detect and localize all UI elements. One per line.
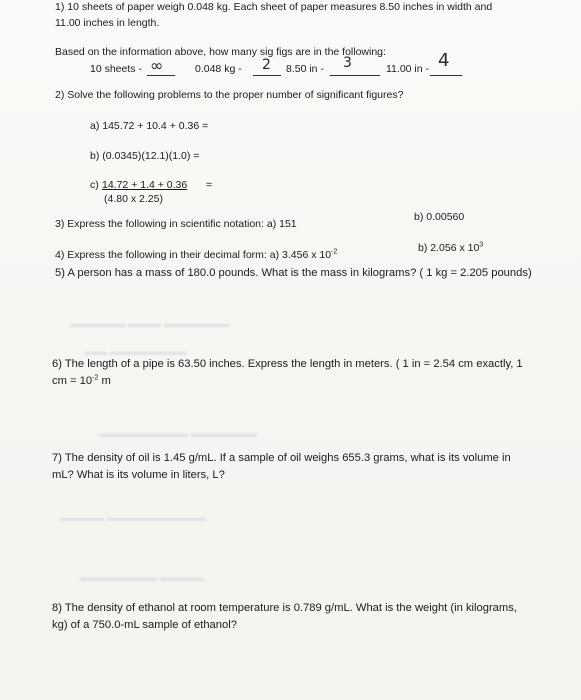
q6-exponent: -2	[92, 374, 99, 382]
bleed-through-text: ▬▬▬▬ ▬▬▬▬▬▬▬▬▬	[60, 512, 207, 524]
q2-title: 2) Solve the following problems to the proper number of significant figures?	[55, 89, 404, 101]
q7-line2: mL? What is its volume in liters, L?	[52, 469, 225, 481]
q6-line1: 6) The length of a pipe is 63.50 inches. Express the length in meters. ( 1 in = 2.54 cm exactly, 1	[52, 358, 523, 370]
q3-part-b: b) 0.00560	[414, 211, 465, 223]
q2-part-c-equals: =	[206, 179, 213, 191]
q8-line1: 8) The density of ethanol at room temperature is 0.789 g/mL. What is the weight (in kilograms,	[52, 602, 517, 614]
q1-answer-blank	[330, 75, 380, 76]
q1-answer-blank	[430, 75, 462, 76]
q1-prompt: Based on the information above, how many sig figs are in the following:	[55, 46, 386, 58]
q2-part-c-denominator: (4.80 x 2.25)	[104, 193, 163, 205]
q2-part-a: a) 145.72 + 10.4 + 0.36 =	[90, 120, 209, 132]
q4-text	[55, 248, 337, 262]
bleed-through-text: ▬▬▬▬▬▬▬▬ ▬▬▬▬▬▬	[100, 428, 258, 440]
q1-answer: 3	[343, 55, 352, 71]
bleed-through-text: ▬▬ ▬▬▬▬▬▬▬	[85, 346, 188, 358]
q4-part-b	[418, 241, 483, 255]
q1-item-label: 10 sheets -	[90, 63, 142, 75]
q2-part-c-label: c)	[90, 179, 99, 191]
q8-line2: kg) of a 750.0-mL sample of ethanol?	[52, 619, 237, 631]
q4-b-exponent: 3	[479, 241, 484, 249]
q1-answer-blank	[253, 75, 281, 76]
q6-line2-pre: cm = 10	[52, 375, 93, 387]
q2-part-c-numerator: 14.72 + 1.4 + 0.36	[102, 179, 188, 191]
q1-answer: 2	[262, 57, 271, 73]
q1-answer: ∞	[150, 56, 164, 75]
q1-line1: 1) 10 sheets of paper weigh 0.048 kg. Each sheet of paper measures 8.50 inches in width and	[55, 1, 493, 13]
q1-item-label: 8.50 in -	[286, 63, 324, 75]
q6-line2	[52, 373, 111, 389]
q4-part-b-main: b) 2.056 x 10	[418, 242, 480, 254]
q4-text-main: 4) Express the following in their decimal form: a) 3.456 x 10	[55, 249, 332, 261]
q2-part-b: b) (0.0345)(12.1)(1.0) =	[90, 150, 200, 162]
q1-answer: 4	[438, 50, 450, 71]
q1-item-label: 0.048 kg -	[195, 63, 242, 75]
q5-text: 5) A person has a mass of 180.0 pounds. What is the mass in kilograms? ( 1 kg = 2.205 pounds)	[55, 267, 532, 279]
bleed-through-text: ▬▬▬▬▬▬▬ ▬▬▬▬	[80, 572, 205, 584]
q7-line1: 7) The density of oil is 1.45 g/mL. If a sample of oil weighs 655.3 grams, what is its volume in	[52, 452, 511, 464]
bleed-through-text: ▬▬▬▬▬ ▬▬▬ ▬▬▬▬▬▬	[70, 318, 231, 330]
q4-a-exponent: -2	[331, 248, 338, 256]
q1-item-label: 11.00 in -	[386, 63, 429, 75]
q1-line2: 11.00 inches in length.	[55, 17, 160, 29]
q6-line2-post: m	[98, 375, 111, 387]
q3-text: 3) Express the following in scientific notation: a) 151	[55, 218, 297, 230]
q1-answer-blank	[147, 75, 175, 76]
